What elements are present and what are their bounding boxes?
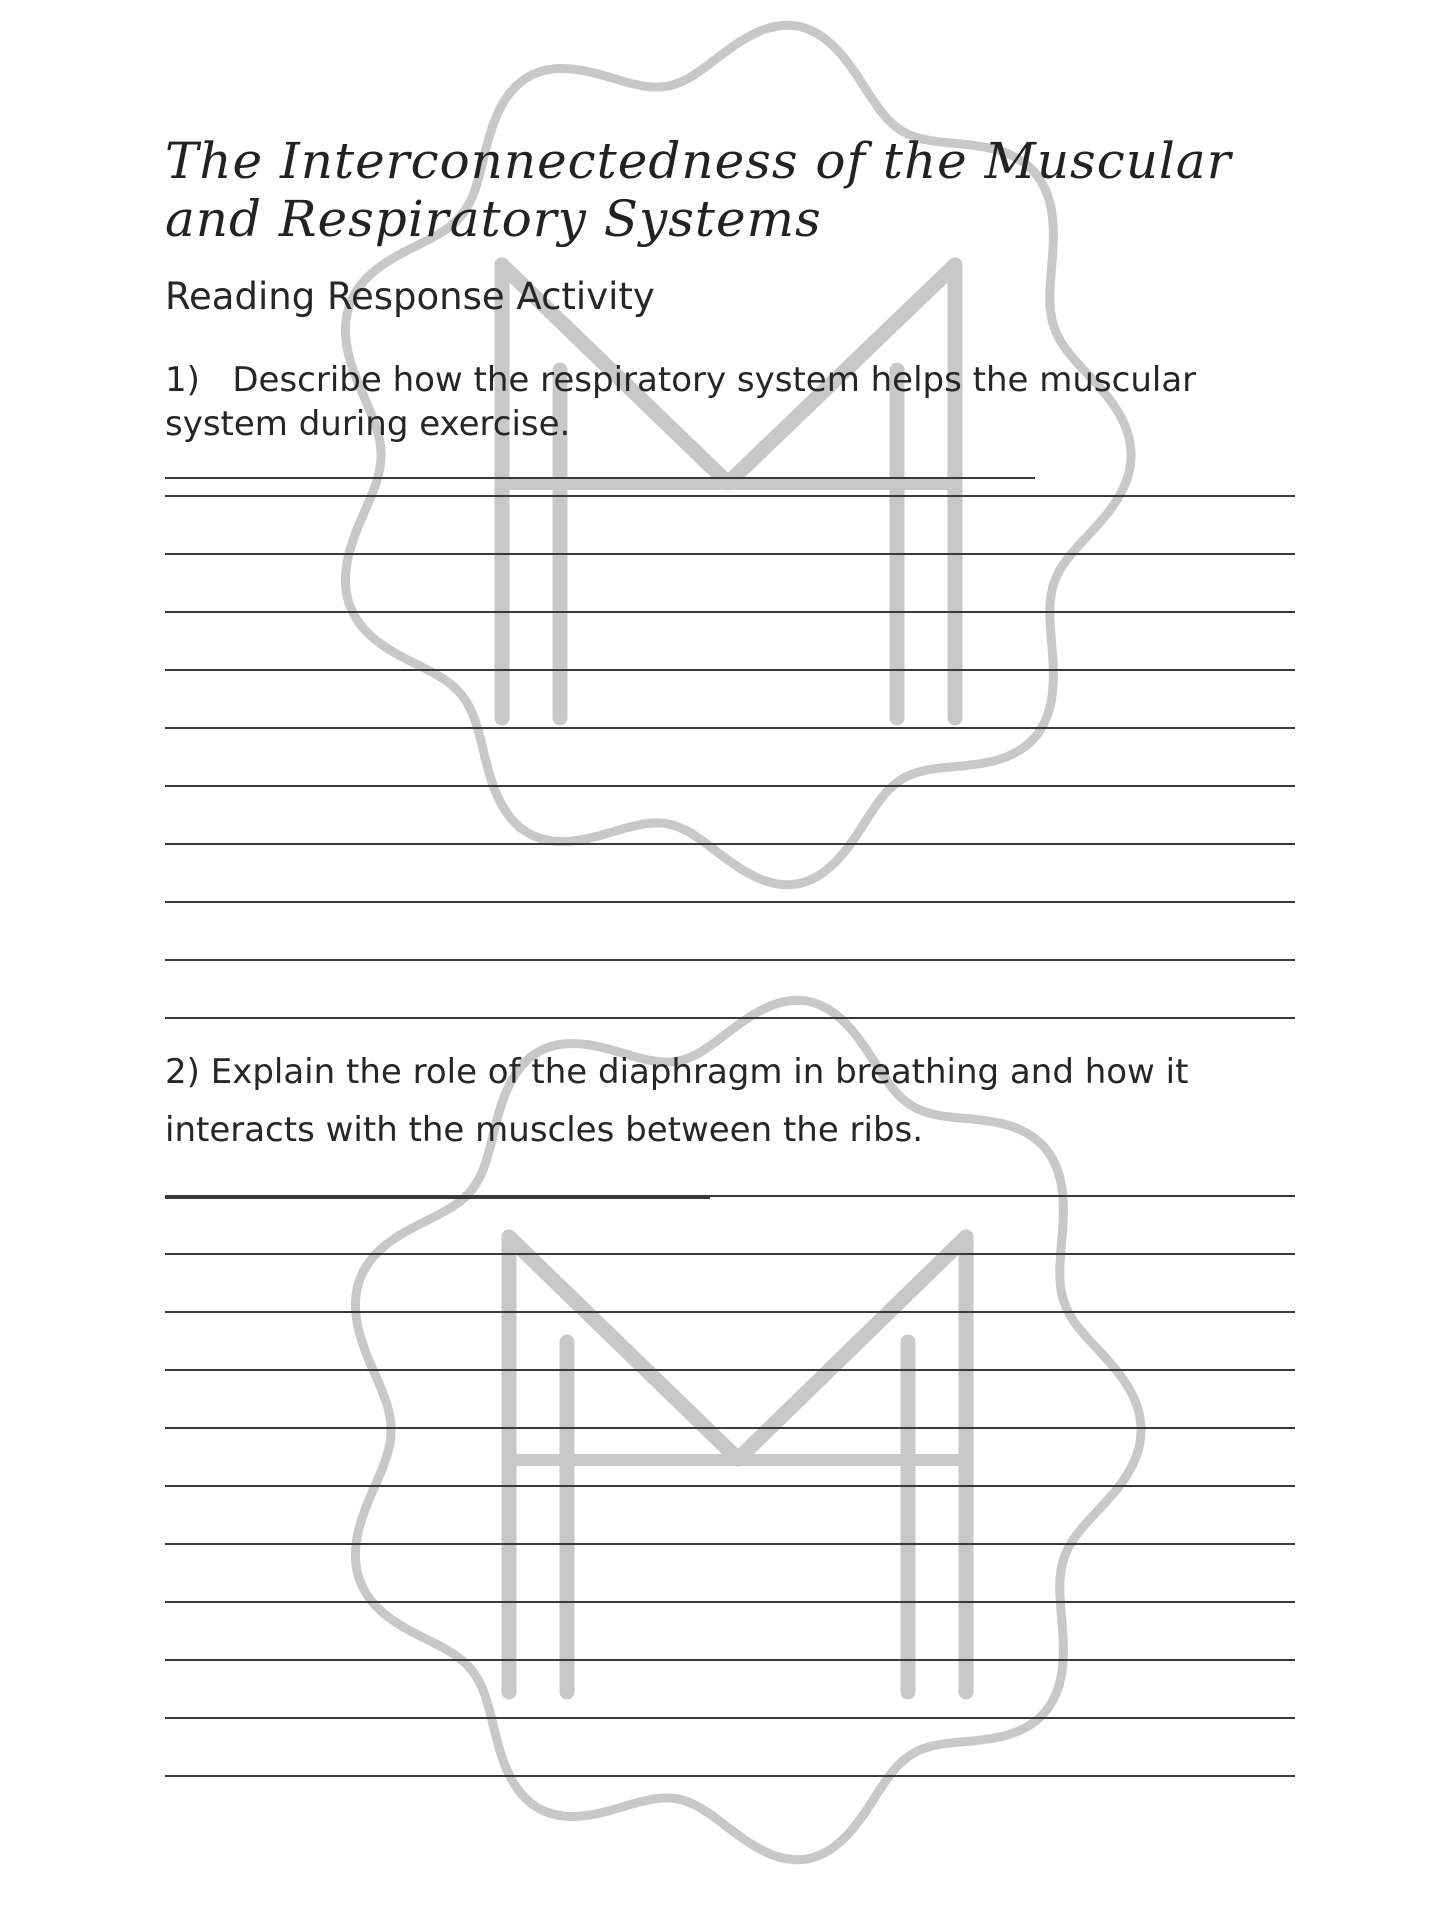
answer-line[interactable] [165,1543,1295,1545]
answer-line[interactable] [165,1659,1295,1661]
page-title: The Interconnectedness of the Muscular and Respiratory Systems [165,132,1232,248]
answer-line[interactable] [165,1717,1295,1719]
answer-line[interactable] [165,727,1295,729]
answer-line[interactable] [165,1427,1295,1429]
answer-line[interactable] [165,843,1295,845]
answer-line[interactable] [165,1369,1295,1371]
page-subtitle: Reading Response Activity [165,275,655,318]
answer-line[interactable] [165,1485,1295,1487]
question-2 [165,1043,1295,1217]
answer-line[interactable] [165,1311,1295,1313]
answer-line[interactable] [165,669,1295,671]
answer-line[interactable] [165,1195,1295,1197]
answer-line[interactable] [165,1017,1295,1019]
question-text: Explain the role of the diaphragm in breathing and how it interacts with the muscles between the ribs. [165,1052,1189,1150]
question-number: 2) [165,1052,200,1092]
answer-line[interactable] [165,1775,1295,1777]
answer-blank[interactable] [165,476,1035,479]
answer-line[interactable] [165,611,1295,613]
answer-line[interactable] [165,901,1295,903]
question-text: Describe how the respiratory system helps the muscular system during exercise. [165,360,1197,444]
answer-line[interactable] [165,1601,1295,1603]
question-number: 1) [165,360,200,400]
answer-line[interactable] [165,495,1295,497]
answer-line[interactable] [165,785,1295,787]
answer-line[interactable] [165,1253,1295,1255]
question-1 [165,358,1295,490]
answer-line[interactable] [165,553,1295,555]
answer-line[interactable] [165,959,1295,961]
